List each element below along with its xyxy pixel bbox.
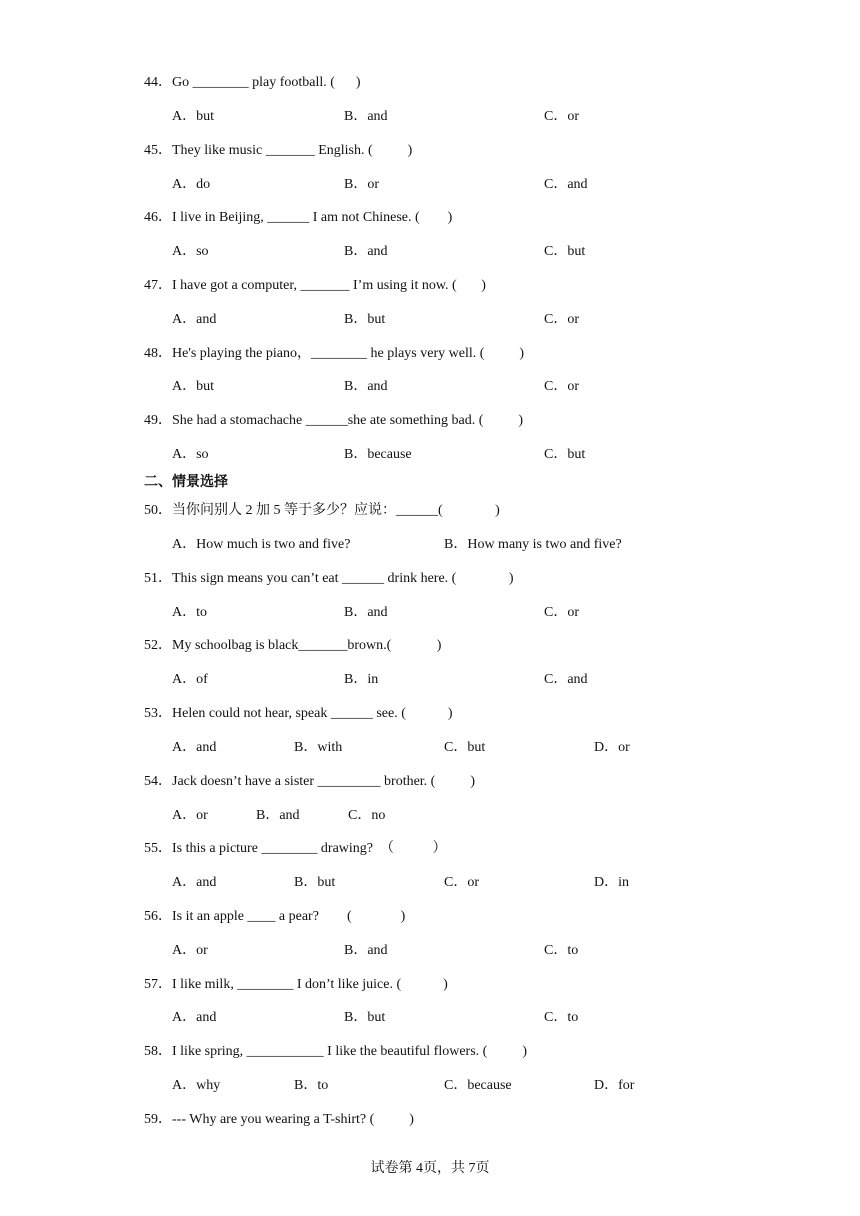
option-57-b: B．but <box>344 1010 386 1025</box>
option-44-c: C．or <box>544 109 579 124</box>
option-47-c: C．or <box>544 312 579 327</box>
option-44-b: B．and <box>344 109 388 124</box>
option-58-d: D．for <box>594 1078 635 1093</box>
option-45-a: A．do <box>172 177 211 192</box>
option-52-c: C．and <box>544 672 588 687</box>
option-50-b: B．How many is two and five? <box>444 537 622 552</box>
question-44: 44．Go ________ play football. ( ) <box>144 75 361 90</box>
option-48-b: B．and <box>344 379 388 394</box>
option-51-b: B．and <box>344 605 388 620</box>
option-49-b: B．because <box>344 447 412 462</box>
option-51-a: A．to <box>172 605 207 620</box>
question-47: 47．I have got a computer, _______ I’m using it now. ( ) <box>144 278 486 293</box>
option-58-b: B．to <box>294 1078 329 1093</box>
option-45-c: C．and <box>544 177 588 192</box>
option-44-a: A．but <box>172 109 214 124</box>
option-53-b: B．with <box>294 740 343 755</box>
section-title: 二、情景选择 <box>144 475 228 490</box>
question-48: 48．He's playing the piano，________ he plays very well. ( ) <box>144 346 525 361</box>
option-45-b: B．or <box>344 177 379 192</box>
question-46: 46．I live in Beijing, ______ I am not Chinese. ( ) <box>144 210 453 225</box>
option-47-b: B．but <box>344 312 386 327</box>
option-58-a: A．why <box>172 1078 221 1093</box>
option-54-c: C．no <box>348 808 386 823</box>
question-51: 51．This sign means you can’t eat ______ drink here. ( ) <box>144 571 514 586</box>
option-58-c: C．because <box>444 1078 512 1093</box>
option-52-b: B．in <box>344 672 379 687</box>
option-54-b: B．and <box>256 808 300 823</box>
option-46-c: C．but <box>544 244 586 259</box>
option-46-a: A．so <box>172 244 209 259</box>
option-51-c: C．or <box>544 605 579 620</box>
option-47-a: A．and <box>172 312 217 327</box>
page-footer: 试卷第 4页，共 7页 <box>370 1161 490 1176</box>
option-48-c: C．or <box>544 379 579 394</box>
option-52-a: A．of <box>172 672 208 687</box>
option-53-a: A．and <box>172 740 217 755</box>
option-53-d: D．or <box>594 740 630 755</box>
option-48-a: A．but <box>172 379 214 394</box>
question-54: 54．Jack doesn’t have a sister _________ brother. ( ) <box>144 774 476 789</box>
option-55-d: D．in <box>594 875 629 890</box>
option-50-a: A．How much is two and five? <box>172 537 351 552</box>
option-56-a: A．or <box>172 943 208 958</box>
option-55-b: B．but <box>294 875 336 890</box>
option-53-c: C．but <box>444 740 486 755</box>
option-55-c: C．or <box>444 875 479 890</box>
question-52: 52．My schoolbag is black_______brown.( ) <box>144 638 442 653</box>
option-54-a: A．or <box>172 808 208 823</box>
option-46-b: B．and <box>344 244 388 259</box>
question-53: 53．Helen could not hear, speak ______ see. ( ) <box>144 706 453 721</box>
option-57-c: C．to <box>544 1010 579 1025</box>
option-49-c: C．but <box>544 447 586 462</box>
question-59: 59．--- Why are you wearing a T-shirt? ( ) <box>144 1112 414 1127</box>
question-49: 49．She had a stomachache ______she ate something bad. ( ) <box>144 413 524 428</box>
option-56-b: B．and <box>344 943 388 958</box>
question-45: 45．They like music _______ English. ( ) <box>144 143 413 158</box>
question-56: 56．Is it an apple ____ a pear? ( ) <box>144 909 406 924</box>
question-57: 57．I like milk, ________ I don’t like juice. ( ) <box>144 977 448 992</box>
option-49-a: A．so <box>172 447 209 462</box>
question-55: 55．Is this a picture ________ drawing? （ ） <box>144 841 447 856</box>
question-58: 58．I like spring, ___________ I like the beautiful flowers. ( ) <box>144 1044 527 1059</box>
question-50: 50．当你问别人 2 加 5 等于多少？应说：______( ) <box>144 503 500 518</box>
option-56-c: C．to <box>544 943 579 958</box>
option-57-a: A．and <box>172 1010 217 1025</box>
option-55-a: A．and <box>172 875 217 890</box>
